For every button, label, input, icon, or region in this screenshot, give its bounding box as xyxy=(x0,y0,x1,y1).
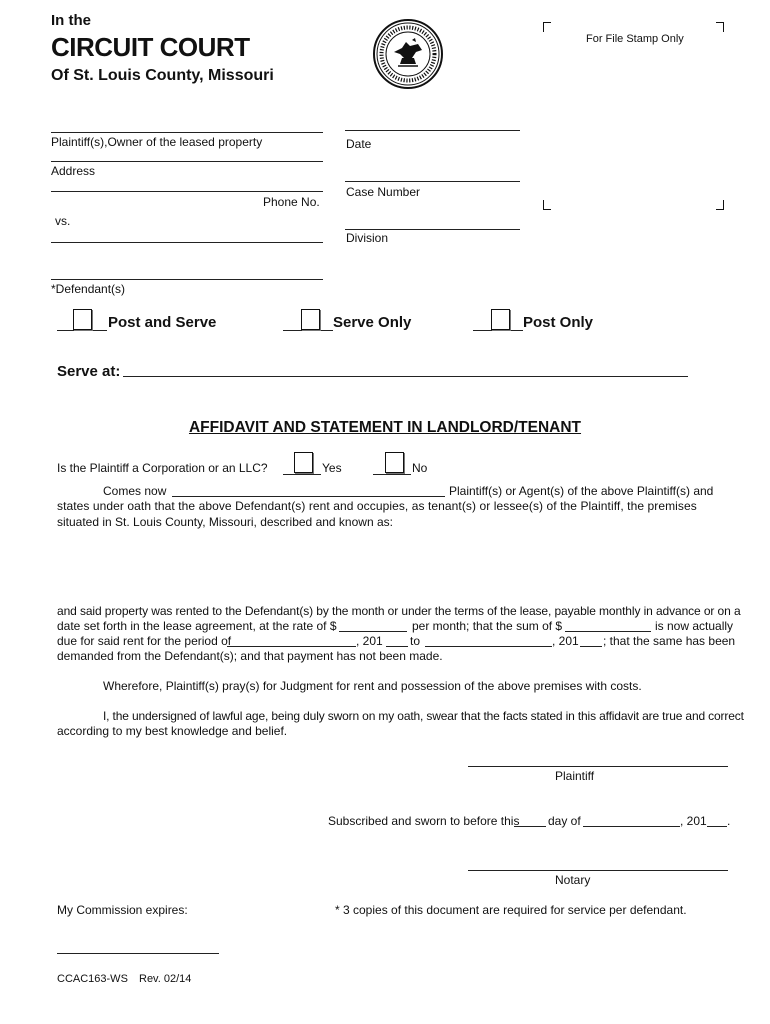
copies-note: * 3 copies of this document are required for service per defendant. xyxy=(335,903,687,917)
defendant-line-2[interactable] xyxy=(51,279,323,280)
rent-text-3e: ; that the same has been xyxy=(603,634,736,648)
comes-now-name-line[interactable] xyxy=(172,496,445,497)
subscribed-text-d: . xyxy=(727,814,731,828)
rent-text-3d: , 201 xyxy=(552,634,579,648)
address-label: Address xyxy=(51,164,96,178)
corp-no-checkbox[interactable] xyxy=(385,452,404,473)
serve-only-label: Serve Only xyxy=(333,314,412,331)
corp-no-blank xyxy=(373,474,411,475)
case-number-line[interactable] xyxy=(345,181,520,182)
oath-text-2: according to my best knowledge and belief. xyxy=(57,724,288,738)
rent-text-2a: date set forth in the lease agreement, at the rate of $ xyxy=(57,619,337,633)
subscribed-day-line[interactable] xyxy=(514,826,546,827)
comes-now-text-2: Plaintiff(s) or Agent(s) of the above Plaintiff(s) and xyxy=(449,484,714,498)
phone-label: Phone No. xyxy=(263,195,320,209)
rent-text-3b: , 201 xyxy=(356,634,383,648)
defendant-line-1[interactable] xyxy=(51,242,323,243)
rent-text-2c: is now actually xyxy=(655,619,734,633)
notary-signature-label: Notary xyxy=(555,873,591,887)
form-id: CCAC163-WS xyxy=(57,973,128,985)
rent-period-to-line[interactable] xyxy=(425,646,552,647)
header-county: Of St. Louis County, Missouri xyxy=(51,67,274,84)
serve-at-label: Serve at: xyxy=(57,363,121,380)
plaintiff-signature-label: Plaintiff xyxy=(555,769,595,783)
corp-yes-label: Yes xyxy=(322,461,342,475)
comes-now-text-1: Comes now xyxy=(103,484,167,498)
rent-text-3a: due for said rent for the period of xyxy=(57,634,232,648)
corp-yes-checkbox[interactable] xyxy=(294,452,313,473)
comes-now-text-4: situated in St. Louis County, Missouri, described and known as: xyxy=(57,515,393,529)
court-seal-icon xyxy=(372,18,444,90)
commission-line[interactable] xyxy=(57,953,219,954)
subscribed-year-line[interactable] xyxy=(707,826,727,827)
date-line[interactable] xyxy=(345,130,520,131)
division-label: Division xyxy=(346,231,389,245)
post-only-label: Post Only xyxy=(523,314,594,331)
subscribed-month-line[interactable] xyxy=(583,826,680,827)
form-revision: Rev. 02/14 xyxy=(139,973,192,985)
serve-only-blank xyxy=(283,330,333,331)
subscribed-text-c: , 201 xyxy=(680,814,707,828)
rent-period-from-line[interactable] xyxy=(227,646,356,647)
corp-yes-blank xyxy=(283,474,321,475)
rent-from-year-line[interactable] xyxy=(386,646,408,647)
corp-question-label: Is the Plaintiff a Corporation or an LLC? xyxy=(57,461,268,475)
post-only-checkbox[interactable] xyxy=(491,309,510,330)
post-and-serve-checkbox[interactable] xyxy=(73,309,92,330)
rent-sum-line[interactable] xyxy=(565,631,651,632)
stamp-corner-bottom-right xyxy=(716,200,724,210)
file-stamp-label: For File Stamp Only xyxy=(586,33,684,45)
vs-label: vs. xyxy=(55,214,71,228)
wherefore-text: Wherefore, Plaintiff(s) pray(s) for Judgment for rent and possession of the above premises with costs. xyxy=(103,679,642,693)
rent-rate-line[interactable] xyxy=(339,631,407,632)
header-court-name: CIRCUIT COURT xyxy=(51,32,250,62)
defendants-label: *Defendant(s) xyxy=(51,282,126,296)
post-and-serve-label: Post and Serve xyxy=(108,314,217,331)
notary-signature-line[interactable] xyxy=(468,870,728,871)
case-number-label: Case Number xyxy=(346,185,421,199)
division-line[interactable] xyxy=(345,229,520,230)
commission-label: My Commission expires: xyxy=(57,903,188,917)
rent-text-3c: to xyxy=(410,634,421,648)
date-label: Date xyxy=(346,137,372,151)
serve-only-checkbox[interactable] xyxy=(301,309,320,330)
serve-at-line[interactable] xyxy=(123,376,688,377)
stamp-corner-bottom-left xyxy=(543,200,551,210)
rent-text-4: demanded from the Defendant(s); and that payment has not been made. xyxy=(57,649,443,663)
plaintiff-signature-line[interactable] xyxy=(468,766,728,767)
plaintiff-line-2[interactable] xyxy=(51,161,323,162)
subscribed-text-a: Subscribed and sworn to before this xyxy=(328,814,520,828)
corp-no-label: No xyxy=(412,461,428,475)
oath-text-1: I, the undersigned of lawful age, being duly sworn on my oath, swear that the facts stated in this affidavit are true and correct xyxy=(103,709,744,723)
address-line[interactable] xyxy=(51,191,323,192)
plaintiff-line[interactable] xyxy=(51,132,323,133)
plaintiff-label: Plaintiff(s),Owner of the leased property xyxy=(51,135,263,149)
header-in-the: In the xyxy=(51,12,91,29)
subscribed-text-b: day of xyxy=(548,814,581,828)
stamp-corner-top-right xyxy=(716,22,724,32)
affidavit-title: AFFIDAVIT AND STATEMENT IN LANDLORD/TENANT xyxy=(188,419,582,436)
rent-text-1: and said property was rented to the Defendant(s) by the month or under the terms of the lease, payable monthly in advance or on a xyxy=(57,604,741,618)
rent-to-year-line[interactable] xyxy=(580,646,602,647)
post-and-serve-blank xyxy=(57,330,107,331)
post-only-blank xyxy=(473,330,523,331)
rent-text-2b: per month; that the sum of $ xyxy=(412,619,563,633)
comes-now-text-3: states under oath that the above Defendant(s) rent and occupies, as tenant(s) or lessee(s) of the Plaintiff, the premises xyxy=(57,499,697,513)
stamp-corner-top-left xyxy=(543,22,551,32)
